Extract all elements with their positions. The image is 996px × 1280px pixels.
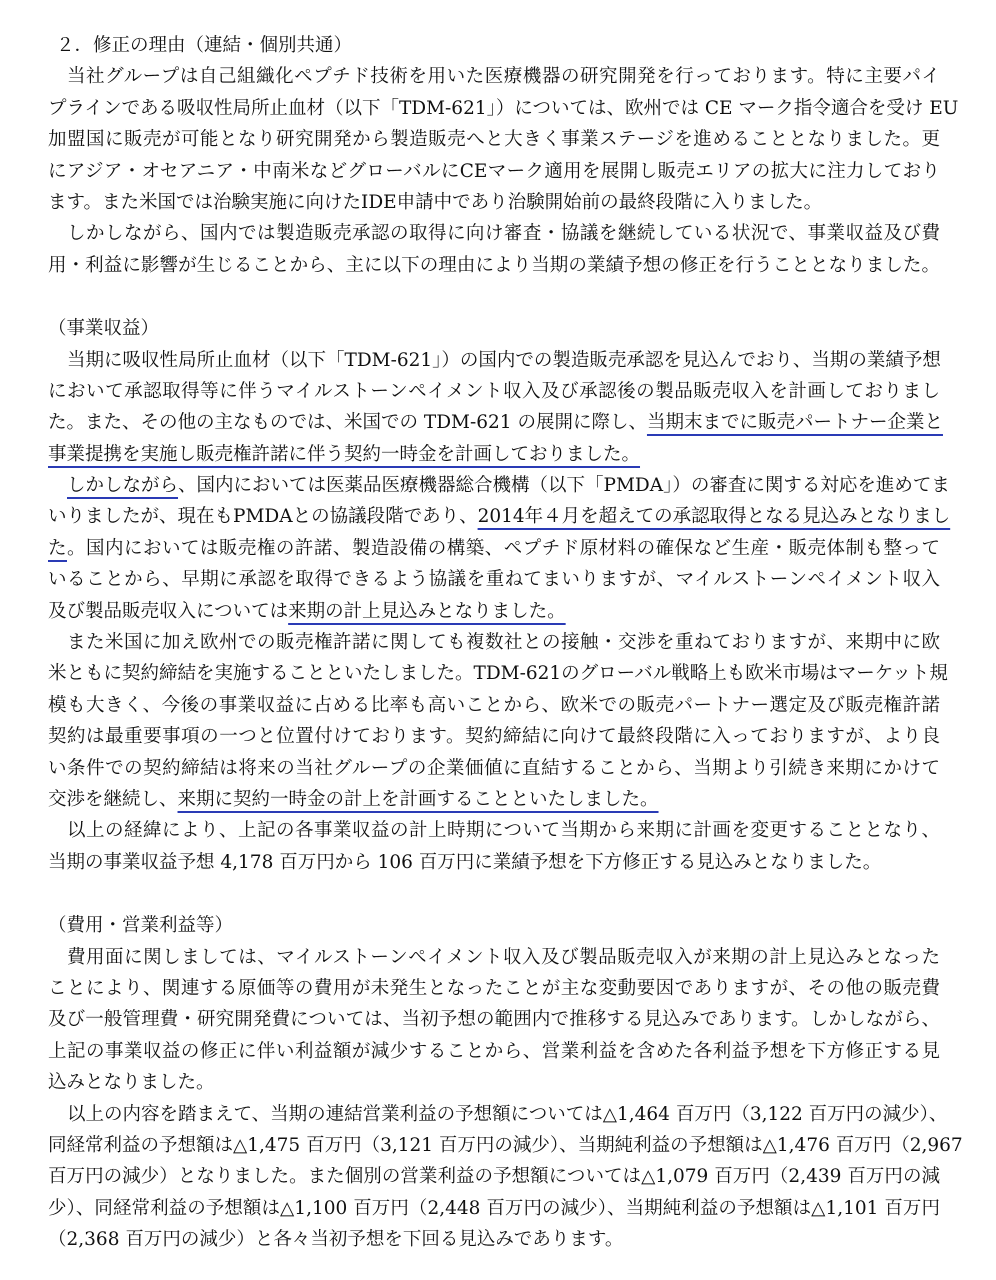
text-line — [48, 784, 940, 815]
text-line — [48, 1193, 940, 1224]
text-line — [48, 250, 940, 281]
text-line — [48, 910, 940, 941]
text-segment: 百万円の減少）となりました。また個別の営業利益の予想額については△1,079 百万円（2,439 百万円の減 — [48, 1166, 940, 1188]
text-segment: 少）、同経常利益の予想額は△1,100 百万円（2,448 百万円の減少）、当期純利益の予想額は△1,101 百万円 — [48, 1197, 940, 1219]
text-line — [48, 721, 940, 752]
text-segment: 費用面に関しましては、マイルストーンペイメント収入及び製品販売収入が来期の計上見込みとなった — [67, 946, 940, 968]
underlined-text: 2014年４月を超えての承認取得となる見込みとなりまし — [477, 506, 951, 528]
text-segment: た。また、その他の主なものでは、米国での TDM-621 の展開に際し、 — [48, 412, 647, 434]
text-line — [48, 658, 948, 689]
text-segment: 以上の経緯により、上記の各事業収益の計上時期について当期から来期に計画を変更することとなり、 — [67, 820, 940, 842]
blank-line — [48, 281, 940, 313]
text-line — [48, 439, 940, 470]
text-line — [48, 973, 940, 1004]
text-segment: 以上の内容を踏まえて、当期の連結営業利益の予想額については△1,464 百万円（3,122 百万円の減少）、 — [67, 1103, 948, 1125]
text-segment: 及び一般管理費・研究開発費については、当初予想の範囲内で推移する見込みであります。しかしながら、 — [48, 1009, 940, 1031]
text-line — [48, 376, 940, 407]
text-line — [48, 61, 940, 92]
text-line — [48, 313, 940, 344]
text-segment: ２．修正の理由（連結・個別共通） — [56, 35, 353, 56]
text-segment: 模も大きく、今後の事業収益に占める比率も高いことから、欧米での販売パートナー選定及び販売権許諾 — [48, 694, 940, 716]
text-line — [48, 1130, 963, 1161]
text-line — [48, 627, 940, 658]
text-segment: プラインである吸収性局所止血材（以下「TDM-621」）については、欧州では CE マーク指令適合を受け EU — [48, 97, 959, 119]
underlined-text: しかしながら — [67, 475, 179, 497]
text-segment: 同経常利益の予想額は△1,475 百万円（3,121 百万円の減少）、当期純利益の予想額は△1,476 百万円（2,967 — [48, 1134, 963, 1156]
text-line — [48, 187, 940, 218]
text-segment: 、国内においては医薬品医療機器総合機構（以下「PMDA」）の審査に関する対応を進めてま — [178, 475, 950, 497]
underlined-text: 当期末までに販売パートナー企業と — [646, 412, 943, 434]
text-segment: い条件での契約締結は将来の当社グループの企業価値に直結することから、当期より引続き来期にかけて — [48, 757, 940, 779]
text-line — [48, 1036, 940, 1067]
text-segment: 当期に吸収性局所止血材（以下「TDM-621」）の国内での製造販売承認を見込んでおり、当期の業績予想 — [67, 349, 941, 371]
text-line — [48, 1067, 940, 1098]
underlined-text: 来期に契約一時金の計上を計画することといたしました。 — [177, 788, 659, 810]
text-line — [48, 1161, 940, 1192]
text-segment: また米国に加え欧州での販売権許諾に関しても複数社との接触・交渉を重ねておりますが、来期中に欧 — [67, 632, 940, 654]
text-line — [48, 1099, 948, 1130]
text-segment: （2,368 百万円の減少）と各々当初予想を下回る見込みであります。 — [48, 1229, 624, 1251]
underlined-text: 事業提携を実施し販売権許諾に伴う契約一時金を計画しておりました。 — [48, 443, 641, 465]
text-line — [48, 753, 940, 784]
text-segment: （費用・営業利益等） — [48, 915, 234, 937]
text-line — [48, 847, 940, 878]
text-segment: 米ともに契約締結を実施することといたしました。TDM-621のグローバル戦略上も欧米市場はマーケット規 — [48, 663, 948, 685]
text-line — [48, 815, 940, 846]
text-segment: しかしながら、国内では製造販売承認の取得に向け審査・協議を継続している状況で、事業収益及び費 — [67, 223, 940, 245]
text-line — [48, 156, 940, 187]
text-line — [48, 1004, 940, 1035]
underlined-text: 来期の計上見込みとなりました。 — [288, 600, 566, 622]
text-line — [48, 564, 940, 595]
text-segment: において承認取得等に伴うマイルストーンペイメント収入及び承認後の製品販売収入を計画しておりまし — [48, 380, 940, 402]
text-segment: いることから、早期に承認を取得できるよう協議を重ねてまいりますが、マイルストーンペイメント収入 — [48, 569, 940, 591]
text-segment: 当社グループは自己組織化ペプチド技術を用いた医療機器の研究開発を行っております。特に主要パイ — [67, 66, 940, 88]
text-segment: 。国内においては販売権の許諾、製造設備の構築、ペプチド原材料の確保など生産・販売体制も整って — [67, 537, 940, 559]
text-segment: 契約は最重要事項の一つと位置付けております。契約締結に向けて最終段階に入っておりますが、より良 — [48, 726, 940, 748]
document-body — [48, 30, 963, 1255]
text-segment: にアジア・オセアニア・中南米などグローバルにCEマーク適用を展開し販売エリアの拡大に注力しており — [48, 160, 940, 182]
text-line — [48, 30, 940, 61]
text-segment: 加盟国に販売が可能となり研究開発から製造販売へと大きく事業ステージを進めることとなりました。更 — [48, 129, 940, 151]
text-line — [48, 345, 940, 376]
text-segment: 込みとなりました。 — [48, 1072, 215, 1094]
text-line — [48, 93, 959, 124]
blank-line — [48, 878, 940, 910]
text-segment: 用・利益に影響が生じることから、主に以下の理由により当期の業績予想の修正を行うこととなりました。 — [48, 254, 940, 276]
underlined-text: た — [48, 537, 67, 559]
text-line — [48, 124, 940, 155]
text-line — [48, 533, 940, 564]
text-line — [48, 942, 940, 973]
text-line — [48, 1224, 940, 1255]
text-line — [48, 218, 940, 249]
text-segment: 上記の事業収益の修正に伴い利益額が減少することから、営業利益を含めた各利益予想を下方修正する見 — [48, 1040, 940, 1062]
text-segment: 当期の事業収益予想 4,178 百万円から 106 百万円に業績予想を下方修正する見込みとなりました。 — [48, 851, 882, 873]
text-line — [48, 470, 950, 501]
text-line — [48, 596, 940, 627]
text-segment: いりましたが、現在もPMDAとの協議段階であり、 — [48, 506, 478, 528]
text-line — [48, 501, 951, 532]
text-segment: （事業収益） — [48, 318, 160, 340]
text-line — [48, 407, 943, 438]
text-segment: ことにより、関連する原価等の費用が未発生となったことが主な変動要因でありますが、その他の販売費 — [48, 977, 940, 999]
text-segment: 及び製品販売収入については — [48, 600, 289, 622]
text-segment: 交渉を継続し、 — [48, 788, 178, 810]
text-line — [48, 690, 940, 721]
text-segment: ます。また米国では治験実施に向けたIDE申請中であり治験開始前の最終段階に入りました。 — [48, 191, 823, 213]
